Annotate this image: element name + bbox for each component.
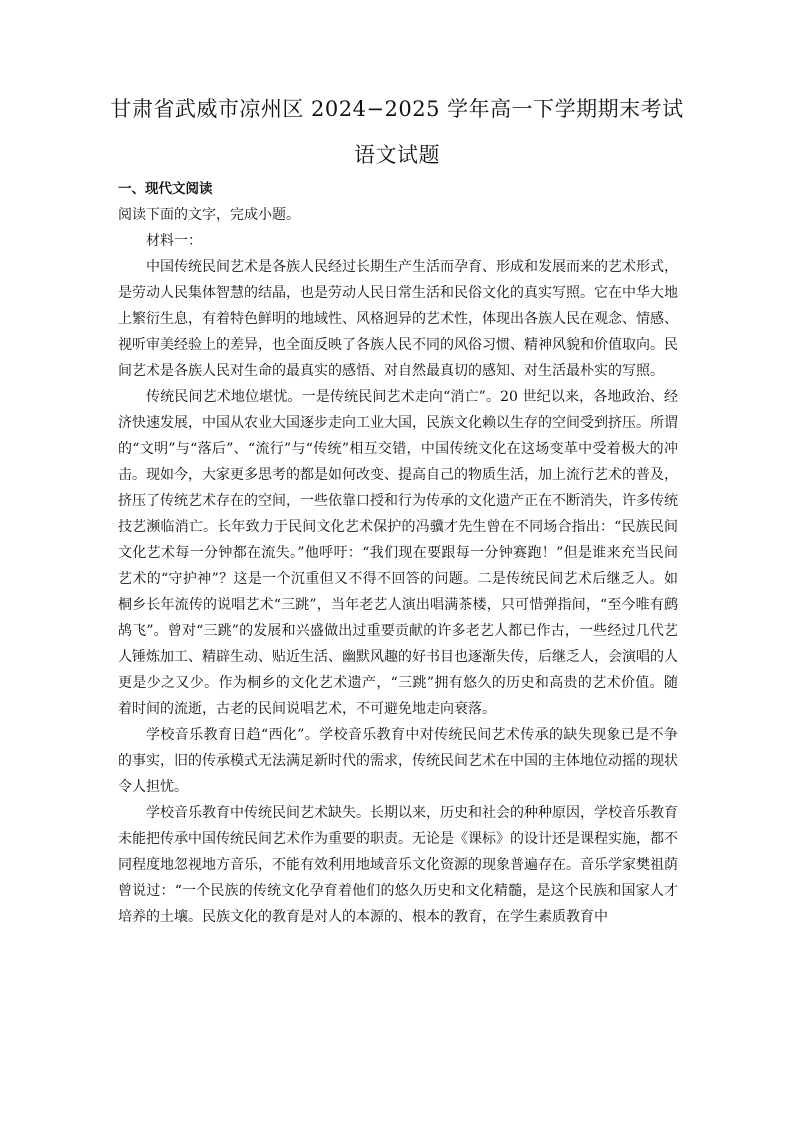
document-title: 甘肃省武威市凉州区 2024−2025 学年高一下学期期末考试 [110, 97, 684, 121]
document-subtitle: 语文试题 [354, 143, 440, 167]
material-label: 材料一： [146, 233, 202, 249]
paragraph-1: 中国传统民间艺术是各族人民经过长期生产生活而孕育、形成和发展而来的艺术形式，是劳动人民集体智慧的结晶，也是劳动人民日常生活和民俗文化的真实写照。它在中华大地上繁衍生息，有着特色鲜明的地域性、风格迥异的艺术性，体现出各族人民在观念、情感、视听审美经验上的差异，也全面反映了各族人民不同的风俗习惯、精神风貌和价值取向。民间艺术是各族人民对生命的最真实的感悟、对自然最真切的感知、对生活最朴实的写照。 [118, 259, 678, 379]
paragraph-4: 学校音乐教育中传统民间艺术缺失。长期以来，历史和社会的种种原因，学校音乐教育未能把传承中国传统民间艺术作为重要的职责。无论是《课标》的设计还是课程实施，都不同程度地忽视地方音乐，不能有效利用地域音乐文化资源的现象普遍存在。音乐学家樊祖荫曾说过：“一个民族的传统文化孕育着他们的悠久历史和文化精髓，是这个民族和国家人才培养的土壤。民族文化的教育是对人的本源的、根本的教育，在学生素质教育中 [118, 805, 678, 925]
paragraph-2: 传统民间艺术地位堪忧。一是传统民间艺术走向“消亡”。20 世纪以来，各地政治、经济快速发展，中国从农业大国逐步走向工业大国，民族文化赖以生存的空间受到挤压。所谓的“文明”与“落后”、“流行”与“传统”相互交错，中国传统文化在这场变革中受着极大的冲击。现如今，大家更多思考的都是如何改变、提高自己的物质生活，加上流行艺术的普及，挤压了传统艺术存在的空间，一些依靠口授和行为传承的文化遗产正在不断消失，许多传统技艺濒临消亡。长年致力于民间文化艺术保护的冯骥才先生曾在不同场合指出：“民族民间文化艺术每一分钟都在流失。”他呼吁：“我们现在要跟每一分钟赛跑！”但是谁来充当民间艺术的“守护神”？这是一个沉重但又不得不回答的问题。二是传统民间艺术后继乏人。如桐乡长年流传的说唱艺术“三跳”，当年老艺人演出唱满茶楼，只可惜弹指间，“至今唯有鹧鸪飞”。曾对“三跳”的发展和兴盛做出过重要贡献的许多老艺人都已作古，一些经过几代艺人锤炼加工、精辟生动、贴近生活、幽默风趣的好书目也逐渐失传，后继乏人，会演唱的人更是少之又少。作为桐乡的文化艺术遗产，“三跳”拥有悠久的历史和高贵的艺术价值。随着时间的流逝，古老的民间说唱艺术，不可避免地走向衰落。 [118, 389, 678, 717]
instruction-text: 阅读下面的文字，完成小题。 [118, 207, 300, 223]
paragraph-3: 学校音乐教育日趋“西化”。学校音乐教育中对传统民间艺术传承的缺失现象已是不争的事实，旧的传承模式无法满足新时代的需求，传统民间艺术在中国的主体地位动摇的现状令人担忧。 [118, 727, 678, 795]
document-body [118, 176, 678, 930]
section-heading: 一、现代文阅读 [118, 181, 213, 197]
